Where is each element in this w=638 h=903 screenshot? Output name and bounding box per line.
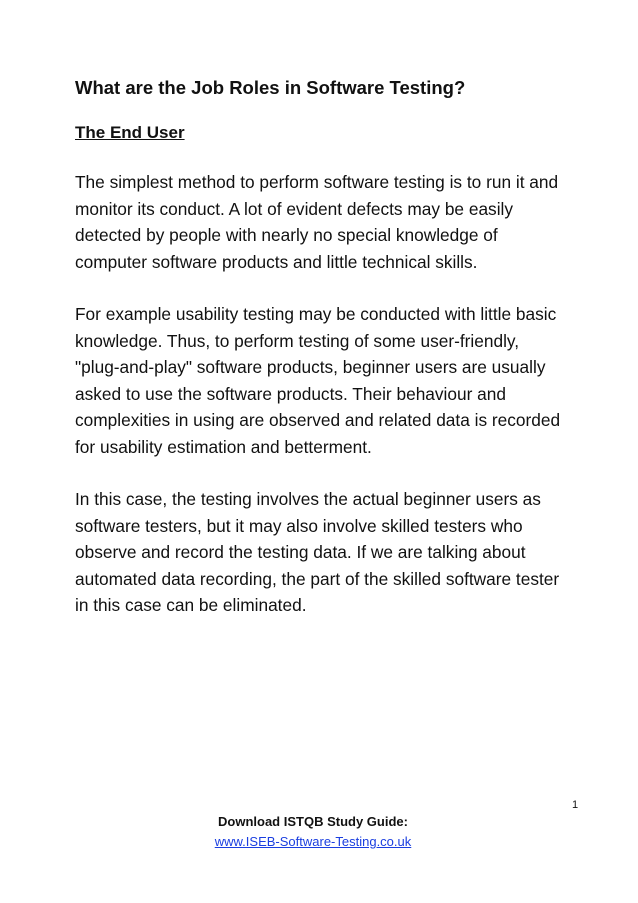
paragraph-intro: The simplest method to perform software testing is to run it and monitor its conduct. A lot of evident defects may be easily detected by people with nearly no special knowledge of computer software products and little technical skills. [75,172,559,272]
page-title: What are the Job Roles in Software Testing? [75,77,466,98]
footer-website-link[interactable]: www.ISEB-Software-Testing.co.uk [214,834,412,849]
page-footer [0,812,638,852]
paragraph-beginner-users: In this case, the testing involves the actual beginner users as software testers, but it may also involve skilled testers who observe and record the testing data. If we are talking about automated data recording, the part of the skilled software tester in this case can be eliminated. [75,489,560,615]
page-content [75,76,565,619]
page-number: 1 [572,799,579,811]
section-heading: The End User [75,123,185,142]
footer-label: Download ISTQB Study Guide: [218,814,408,829]
paragraph-usability: For example usability testing may be conducted with little basic knowledge. Thus, to perform testing of some user-friendly, "plug-and-play" software products, beginner users are usually asked to use the software products. Their behaviour and complexities in using are observed and related data is recorded for usability estimation and betterment. [75,304,561,457]
